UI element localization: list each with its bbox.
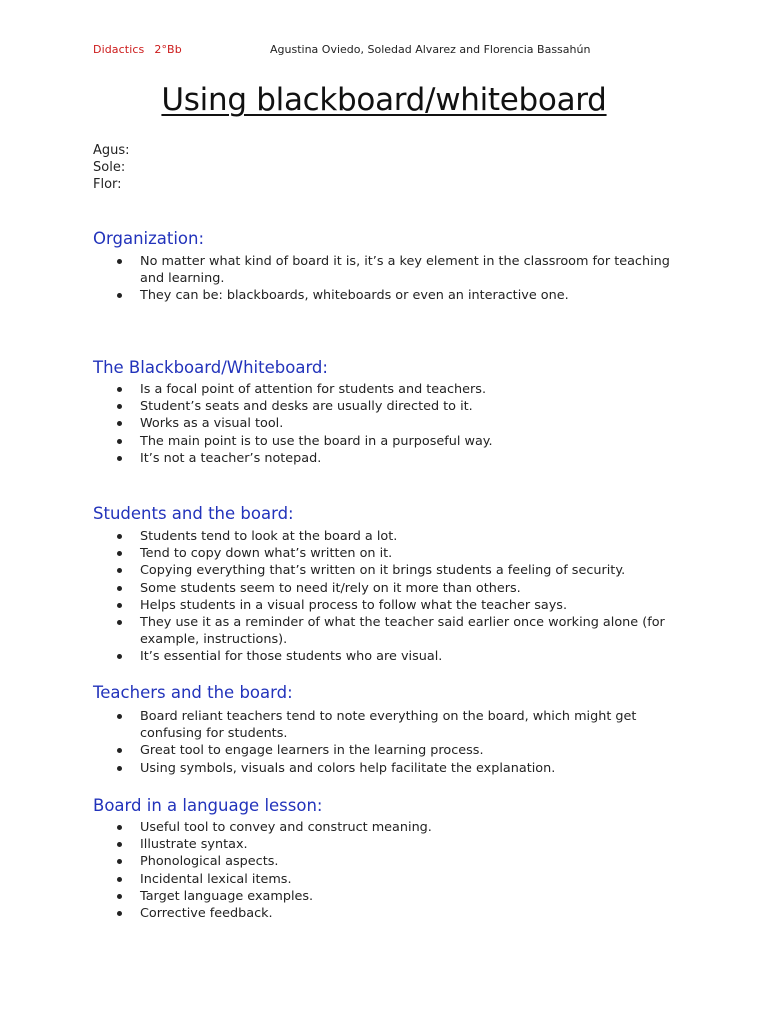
course-label: Didactics [93, 43, 145, 56]
list-item: The main point is to use the board in a purposeful way. [115, 433, 695, 450]
list-item: It’s not a teacher’s notepad. [115, 450, 695, 467]
list-item: Is a focal point of attention for students and teachers. [115, 381, 695, 398]
list-item: It’s essential for those students who are visual. [115, 648, 695, 665]
list-item: Copying everything that’s written on it brings students a feeling of security. [115, 562, 695, 579]
list-item: Student’s seats and desks are usually directed to it. [115, 398, 695, 415]
list-item: No matter what kind of board it is, it’s a key element in the classroom for teaching and learning. [115, 253, 695, 287]
page-header-authors: Agustina Oviedo, Soledad Alvarez and Florencia Bassahún [270, 43, 591, 56]
teachers-list [115, 708, 695, 777]
name-flor: Flor: [93, 177, 122, 192]
list-item: Some students seem to need it/rely on it more than others. [115, 580, 695, 597]
section-heading-blackboard-whiteboard: The Blackboard/Whiteboard: [93, 358, 328, 377]
blackboard-whiteboard-list [115, 381, 695, 467]
language-lesson-list [115, 819, 695, 922]
list-item: Board reliant teachers tend to note everything on the board, which might get confusing for students. [115, 708, 695, 742]
document-title: Using blackboard/whiteboard [161, 82, 607, 118]
section-heading-students: Students and the board: [93, 504, 294, 523]
list-item: Great tool to engage learners in the learning process. [115, 742, 695, 759]
section-heading-language-lesson: Board in a language lesson: [93, 796, 323, 815]
section-heading-teachers: Teachers and the board: [93, 683, 293, 702]
name-sole: Sole: [93, 160, 126, 175]
list-item: Illustrate syntax. [115, 836, 695, 853]
section-heading-organization: Organization: [93, 229, 205, 248]
organization-list [115, 253, 695, 305]
group-label: 2°Bb [154, 43, 182, 56]
name-agus: Agus: [93, 143, 130, 158]
list-item: Useful tool to convey and construct meaning. [115, 819, 695, 836]
list-item: Phonological aspects. [115, 853, 695, 870]
students-list [115, 528, 695, 666]
list-item: Works as a visual tool. [115, 415, 695, 432]
list-item: Incidental lexical items. [115, 871, 695, 888]
names-block [93, 142, 130, 193]
page-header-course [93, 43, 182, 56]
list-item: Tend to copy down what’s written on it. [115, 545, 695, 562]
list-item: They use it as a reminder of what the teacher said earlier once working alone (for example, instructions). [115, 614, 695, 648]
list-item: Students tend to look at the board a lot. [115, 528, 695, 545]
list-item: They can be: blackboards, whiteboards or even an interactive one. [115, 287, 695, 304]
list-item: Corrective feedback. [115, 905, 695, 922]
list-item: Helps students in a visual process to follow what the teacher says. [115, 597, 695, 614]
list-item: Using symbols, visuals and colors help facilitate the explanation. [115, 760, 695, 777]
list-item: Target language examples. [115, 888, 695, 905]
